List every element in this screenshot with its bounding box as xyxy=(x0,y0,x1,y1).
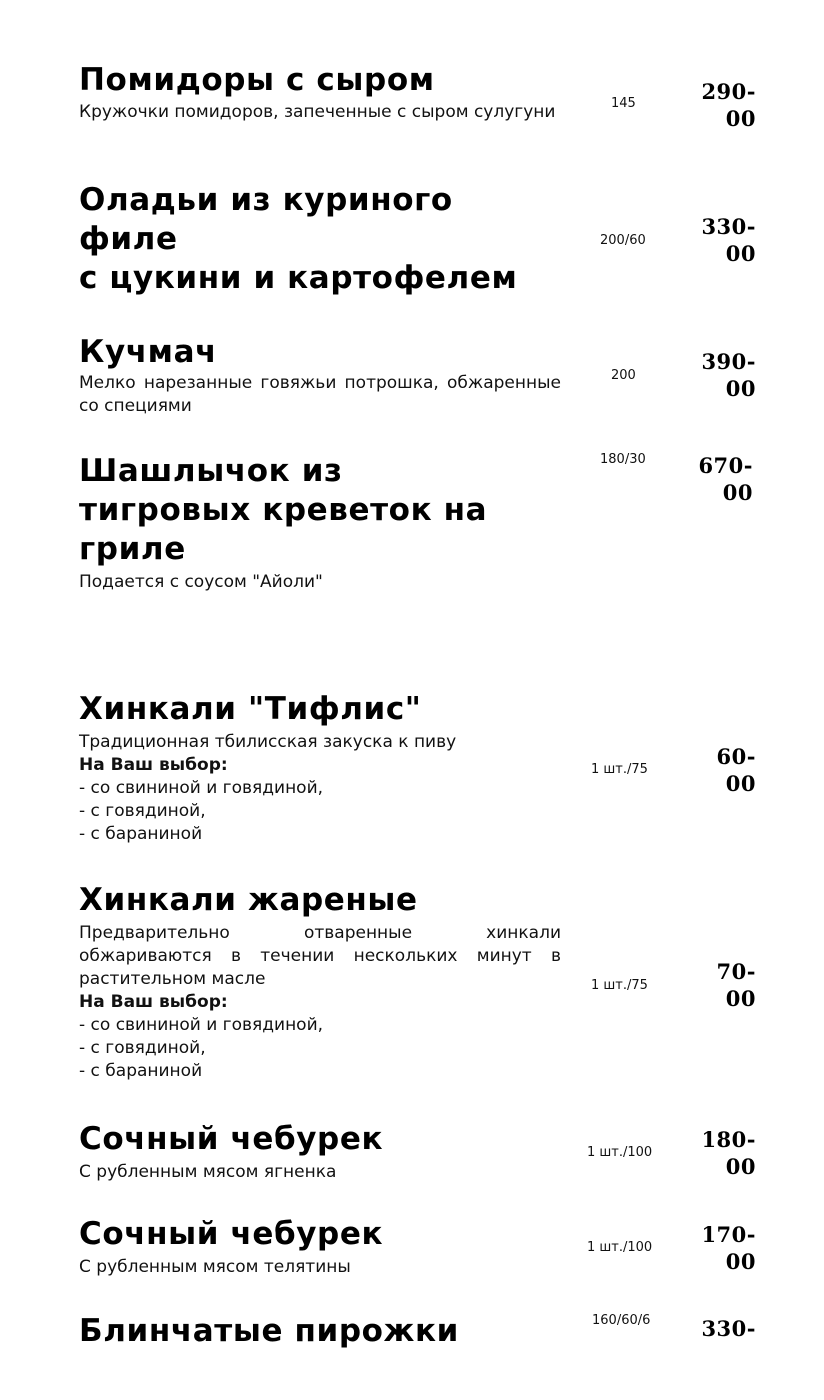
choice-option: - с говядиной, xyxy=(79,1038,206,1058)
menu-item-price xyxy=(686,743,756,797)
menu-item-price xyxy=(686,1221,756,1275)
price-main: 170- xyxy=(701,1222,756,1247)
choice-option: - со свининой и говядиной, xyxy=(79,1015,324,1035)
choice-heading: На Ваш выбор: xyxy=(79,992,228,1012)
menu-item-price xyxy=(686,1126,756,1180)
price-cents: 00 xyxy=(725,376,756,401)
menu-item-title: Шашлычок из тигровых креветок на гриле xyxy=(79,453,488,567)
choice-option: - с бараниной xyxy=(79,1061,203,1081)
menu-item-title: Сочный чебурек xyxy=(79,1216,384,1252)
price-cents: 00 xyxy=(725,241,756,266)
price-main: 390- xyxy=(701,349,756,374)
menu-item-description: Подается с соусом "Айоли" xyxy=(79,572,323,592)
choice-option: - со свининой и говядиной, xyxy=(79,778,324,798)
menu-item-description xyxy=(79,922,561,1083)
price-main: 180- xyxy=(701,1127,756,1152)
menu-item-weight: 180/30 xyxy=(600,452,646,467)
menu-item-weight: 1 шт./75 xyxy=(591,978,648,993)
menu-item-weight: 145 xyxy=(611,96,636,111)
price-main: 670- xyxy=(698,453,753,478)
menu-item-title: Сочный чебурек xyxy=(79,1121,384,1157)
price-main: 60- xyxy=(716,744,756,769)
menu-item-weight: 1 шт./100 xyxy=(587,1240,653,1255)
price-cents: 00 xyxy=(722,480,753,505)
price-cents: 00 xyxy=(725,771,756,796)
menu-item-weight: 1 шт./75 xyxy=(591,762,648,777)
description-text: Предварительно отваренные хинкали обжариваются в течении нескольких минут в растительном масле xyxy=(79,923,561,989)
price-cents: 00 xyxy=(725,106,756,131)
menu-item-price xyxy=(686,213,756,267)
menu-item-title: Оладьи из куриного филе с цукини и картофелем xyxy=(79,182,518,296)
menu-item-price xyxy=(686,958,756,1012)
price-main: 290- xyxy=(701,79,756,104)
menu-item-description xyxy=(79,731,561,846)
price-main: 330- xyxy=(701,214,756,239)
menu-item-description: С рубленным мясом ягненка xyxy=(79,1162,337,1182)
menu-item-weight: 200/60 xyxy=(600,233,646,248)
menu-item-title: Кучмач xyxy=(79,334,217,370)
choice-option: - с бараниной xyxy=(79,824,203,844)
menu-item-price xyxy=(686,78,756,132)
menu-item-weight: 200 xyxy=(611,368,636,383)
menu-item-title: Хинкали жареные xyxy=(79,882,418,918)
menu-item-price xyxy=(683,452,753,506)
menu-item-description: С рубленным мясом телятины xyxy=(79,1257,351,1277)
menu-item-weight: 160/60/6 xyxy=(592,1313,651,1328)
menu-item-title: Блинчатые пирожки xyxy=(79,1313,459,1349)
price-cents: 00 xyxy=(725,986,756,1011)
menu-item-title: Хинкали "Тифлис" xyxy=(79,691,422,727)
price-main: 330- xyxy=(701,1316,756,1341)
description-text: Традиционная тбилисская закуска к пиву xyxy=(79,732,457,752)
menu-item-price xyxy=(686,348,756,402)
choice-heading: На Ваш выбор: xyxy=(79,755,228,775)
menu-item-description: Мелко нарезанные говяжьи потрошка, обжаренные со специями xyxy=(79,373,561,416)
menu-item-price xyxy=(686,1315,756,1342)
price-cents: 00 xyxy=(725,1154,756,1179)
choice-option: - с говядиной, xyxy=(79,801,206,821)
menu-item-title: Помидоры с сыром xyxy=(79,62,435,98)
menu-item-weight: 1 шт./100 xyxy=(587,1145,653,1160)
price-main: 70- xyxy=(716,959,756,984)
price-cents: 00 xyxy=(725,1249,756,1274)
menu-item-description: Кружочки помидоров, запеченные с сыром сулугуни xyxy=(79,102,556,122)
